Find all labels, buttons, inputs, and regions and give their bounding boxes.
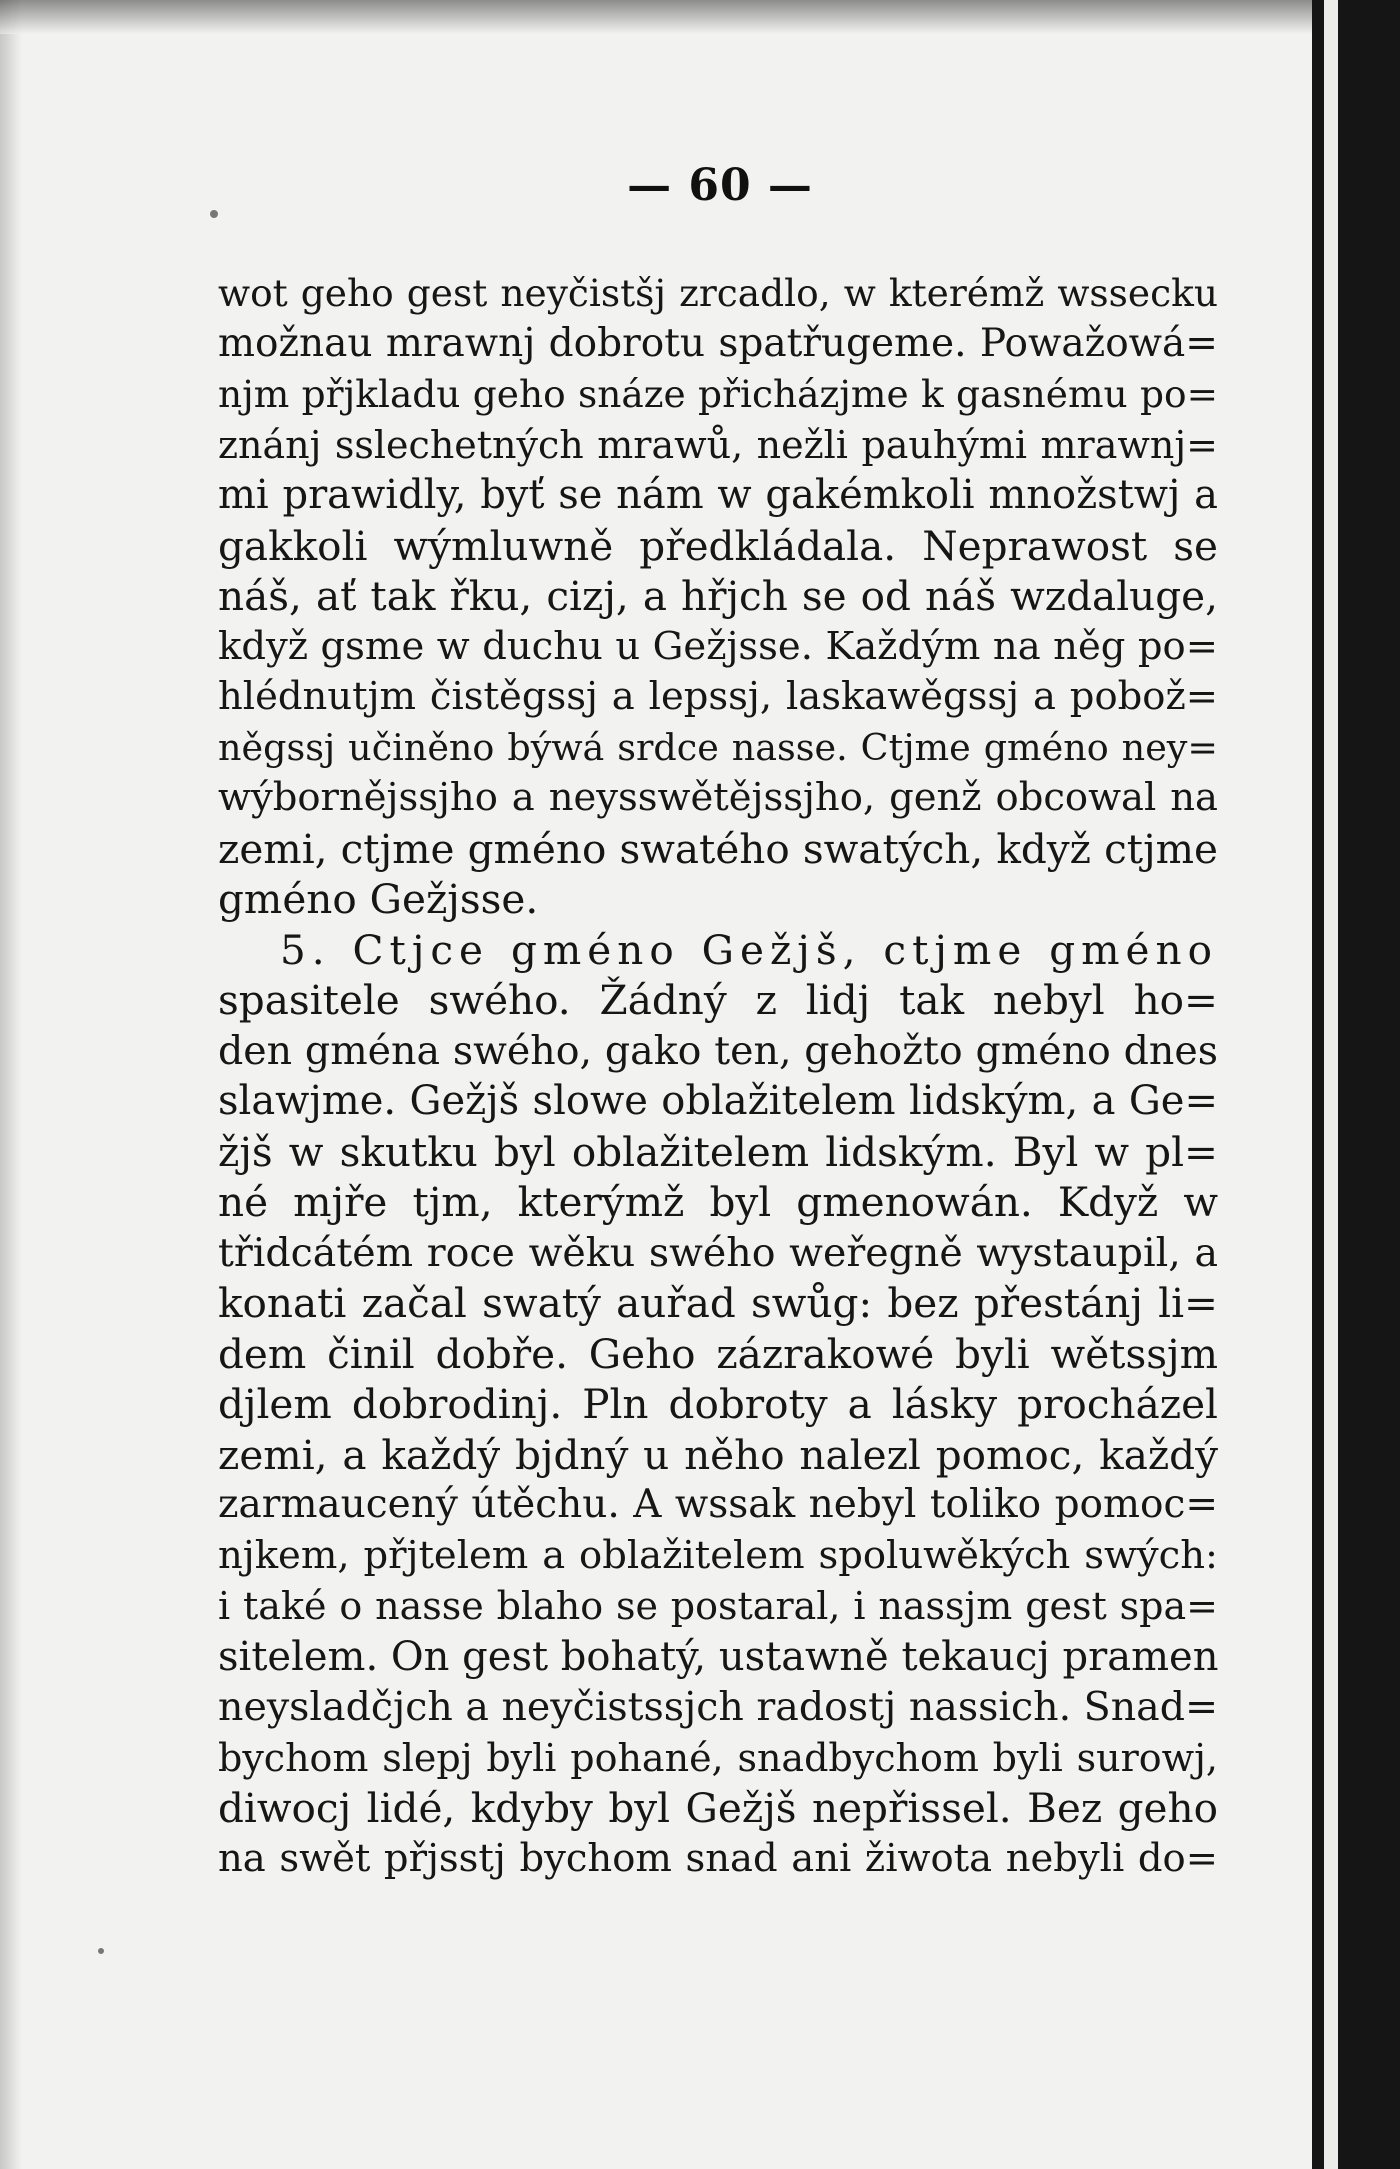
text-line: možnau mrawnj dobrotu spatřugeme. Powažowá=: [218, 320, 1218, 366]
text-line: konati začal swatý auřad swůg: bez přestánj li=: [218, 1279, 1218, 1327]
text-line: mi prawidly, byť se nám w gakémkoli množstwj a: [218, 472, 1218, 518]
text-line: třidcátém roce wěku swého weřegně wystaupil, a: [218, 1229, 1218, 1276]
text-line: den gména swého, gako ten, gehožto gméno dnes: [218, 1027, 1218, 1074]
text-line: zemi, ctjme gméno swatého swatých, když ctjme: [218, 824, 1218, 873]
text-line: zemi, a každý bjdný u něho nalezl pomoc, každý: [218, 1430, 1218, 1479]
next-page-edge: [1324, 0, 1338, 2169]
text-line: když gsme w duchu u Gežjsse. Každým na něg po=: [218, 623, 1218, 669]
body-text: [218, 268, 1218, 1884]
text-line: wýbornějssjho a neysswětějssjho, genž obcowal na: [218, 775, 1218, 820]
page-left-shadow: [0, 0, 22, 2169]
text-line: žjš w skutku byl oblažitelem lidským. Byl w pl=: [218, 1127, 1218, 1176]
text-line: bychom slepj byli pohané, snadbychom byli surowj,: [218, 1735, 1218, 1780]
section-heading-line: 5. Ctjce gméno Gežjš, ctjme gméno: [280, 925, 1218, 974]
text-line: neysladčjch a neyčistssjch radostj nassich. Snad=: [218, 1684, 1218, 1730]
text-line: slawjme. Gežjš slowe oblažitelem lidským, a Ge=: [218, 1078, 1218, 1124]
text-line: hlédnutjm čistěgssj a lepssj, laskawěgssj a pobož=: [218, 674, 1218, 719]
text-line: znánj sslechetných mrawů, nežli pauhými mrawnj=: [218, 422, 1218, 467]
text-line: náš, ať tak řku, cizj, a hřjch se od náš wzdaluge,: [218, 572, 1218, 620]
text-line: zarmaucený útěchu. A wssak nebyl toliko pomoc=: [218, 1482, 1218, 1527]
text-line: něgssj učiněno býwá srdce nasse. Ctjme gméno ney=: [218, 725, 1218, 769]
page-top-shadow: [0, 0, 1320, 34]
text-line: na swět přjsstj bychom snad ani žiwota nebyli do=: [218, 1835, 1218, 1881]
paper-speck: [98, 1948, 104, 1954]
page-number: — 60 —: [627, 160, 813, 211]
text-line: gakkoli wýmluwně předkládala. Neprawost se: [218, 521, 1218, 570]
text-line: i také o nasse blaho se postaral, i nassjm gest spa=: [218, 1584, 1218, 1628]
text-line: né mjře tjm, kterýmž byl gmenowán. Když w: [218, 1178, 1218, 1226]
text-line: spasitele swého. Žádný z lidj tak nebyl ho=: [218, 976, 1218, 1024]
text-line: njm přjkladu geho snáze přicházjme k gasnému po=: [218, 372, 1218, 416]
text-line: djlem dobrodinj. Pln dobroty a lásky procházel: [218, 1380, 1218, 1428]
text-line: diwocj lidé, kdyby byl Gežjš nepřissel. Bez geho: [218, 1784, 1218, 1832]
text-line: gméno Gežjsse.: [218, 875, 539, 923]
text-line: dem činil dobře. Geho zázrakowé byli wětssjm: [218, 1329, 1218, 1378]
text-line: wot geho gest neyčistšj zrcadlo, w kterémž wssecku: [218, 271, 1218, 315]
text-line: sitelem. On gest bohatý, ustawně tekaucj pramen: [218, 1633, 1218, 1680]
paper-speck: [210, 210, 218, 218]
text-line: njkem, přjtelem a oblažitelem spoluwěkých swých:: [218, 1532, 1218, 1578]
